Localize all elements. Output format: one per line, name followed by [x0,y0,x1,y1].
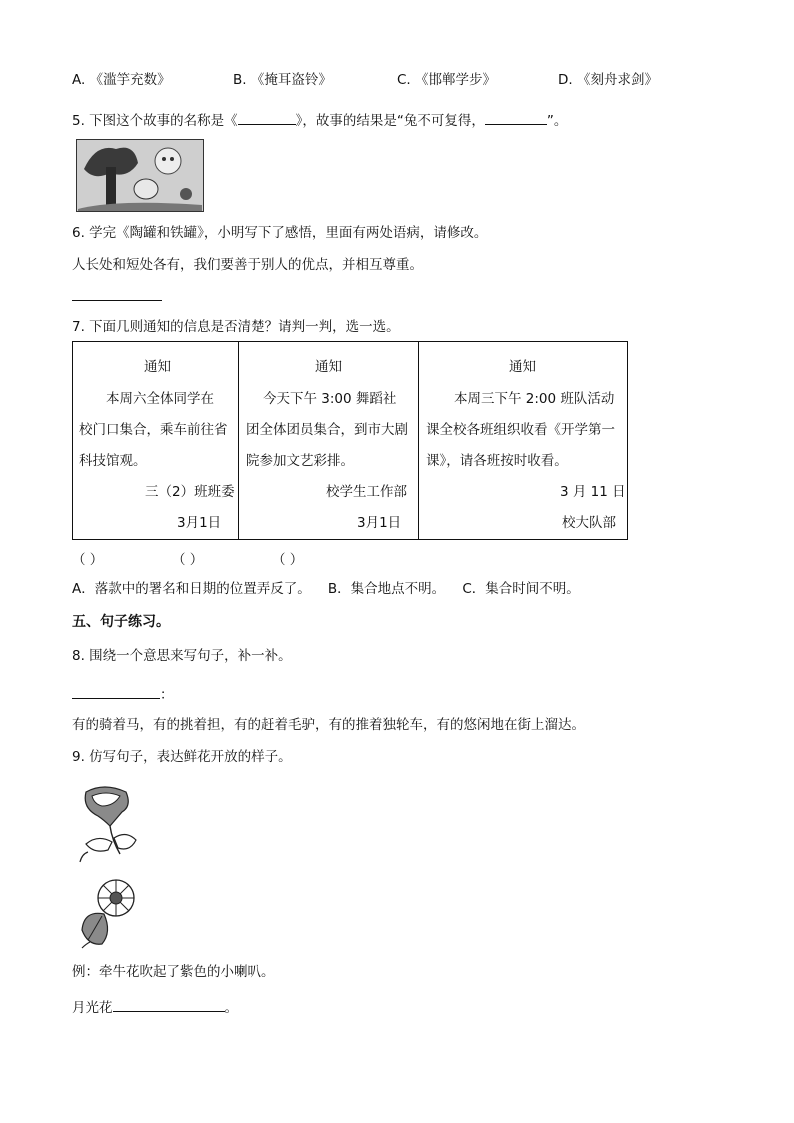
option-a[interactable]: A. 《滥竽充数》 [72,72,171,88]
question-8-blank-line: ： [72,684,174,704]
story-illustration [76,139,204,212]
sentence-to-correct: 人长处和短处各有，我们要善于别人的优点，并相互尊重。 [72,257,423,273]
example-sentence: 例：牵牛花吹起了紫色的小喇叭。 [72,964,275,980]
answer-blank-6[interactable] [72,300,162,301]
option-d[interactable]: D. 《刻舟求剑》 [558,72,658,88]
notice-1: 通知 本周六全体同学在 校门口集合，乘车前往省 科技馆观。 三（2）班班委 3月1日 [73,342,239,540]
morning-glory-illustration [76,782,138,864]
answer-blank-5a[interactable] [238,110,296,125]
notice-3: 通知 本周三下午 2:00 班队活动 课全校各班组织收看《开学第一 课》，请各班按时收看。 3 月 11 日 校大队部 [419,342,628,540]
question-6: 6. 学完《陶罐和铁罐》，小明写下了感悟，里面有两处语病，请修改。 [72,225,488,241]
answer-paren-3[interactable]: （ ） [272,552,304,568]
section-title: 五、句子练习。 [72,614,170,630]
question-8-sentence: 有的骑着马，有的挑着担，有的赶着毛驴，有的推着独轮车，有的悠闲地在街上溜达。 [72,717,585,733]
answer-paren-1[interactable]: （ ） [72,552,104,568]
question-9-answer-line: 月光花 。 [72,997,238,1017]
answer-blank-5b[interactable] [485,110,547,125]
question-9: 9. 仿写句子，表达鲜花开放的样子。 [72,749,292,765]
question-7: 7. 下面几则通知的信息是否清楚？请判一判，选一选。 [72,319,400,335]
question-8: 8. 围绕一个意思来写句子，补一补。 [72,648,292,664]
answer-paren-2[interactable]: （ ） [172,552,204,568]
option-b[interactable]: B. 《掩耳盗铃》 [233,72,332,88]
moonflower-illustration [78,878,144,950]
option-c[interactable]: C. 《邯郸学步》 [397,72,497,88]
answer-blank-8[interactable] [72,684,160,699]
notice-table [72,341,628,540]
notice-2: 通知 今天下午 3:00 舞蹈社 团全体团员集合，到市大剧 院参加文艺彩排。 校学生工作部 3月1日 [239,342,419,540]
question-5: 5. 下图这个故事的名称是《 》，故事的结果是“兔不可复得， ”。 [72,110,567,130]
answer-blank-9[interactable] [113,997,225,1012]
question-7-options: A．落款中的署名和日期的位置弄反了。 B．集合地点不明。 C．集合时间不明。 [72,581,580,597]
